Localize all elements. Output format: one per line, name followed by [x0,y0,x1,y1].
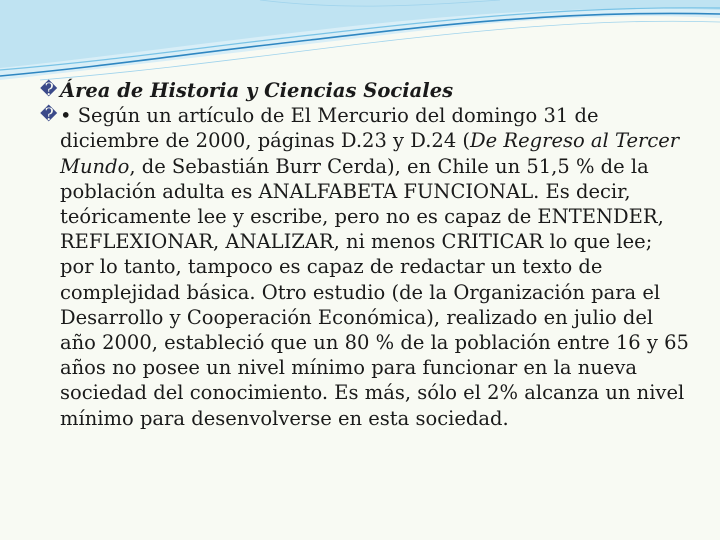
slide-heading: Área de Historia y Ciencias Sociales [60,79,454,102]
body-paragraph [60,103,690,431]
paragraph-line [40,103,690,431]
paragraph-lead: • Según un artículo de El Mercurio del domingo 31 de diciembre de 2000, páginas D.23 y D.24 ( [60,104,599,153]
heading-line [40,78,690,103]
slide-content [40,78,690,431]
bullet-marker-icon: � [40,80,58,100]
article-title: De Regreso al Tercer Mundo [60,129,680,178]
bullet-marker-icon: � [40,105,58,126]
paragraph-rest: , de Sebastián Burr Cerda), en Chile un 51,5 % de la población adulta es ANALFABETA FUNCIONAL. Es decir, teóricamente lee y escribe, pero no es capaz de ENTENDER, REFLEXIONAR, ANALIZAR, ni menos CRITICAR lo que lee; por lo tanto, tampoco es capaz de redactar un texto de complejidad básica. Otro estudio (de la Organización para el Desarrollo y Cooperación Económica), realizado en julio del año 2000, estableció que un 80 % de la población entre 16 y 65 años no posee un nivel mínimo para funcionar en la nueva sociedad del conocimiento. Es más, sólo el 2% alcanza un nivel mínimo para desenvolverse en esta sociedad. [60,154,689,430]
header-wave-decoration [0,0,720,90]
